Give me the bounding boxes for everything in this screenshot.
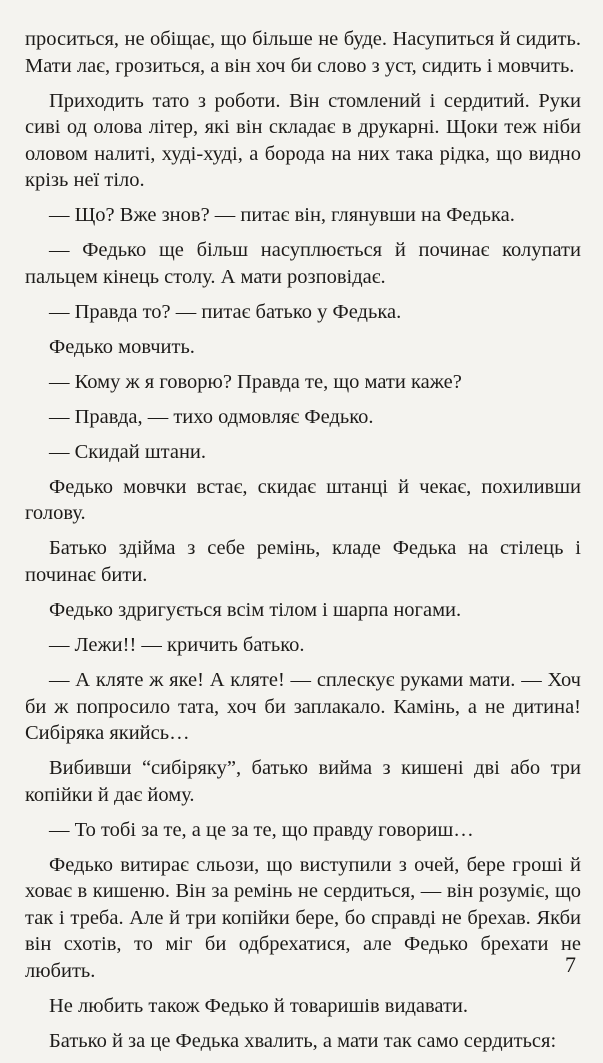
- paragraph: Батько й за це Федька хвалить, а мати так само сердиться:: [49, 1030, 557, 1053]
- paragraph: Федько мовчки встає, скидає штанці й чекає, похиливши голову.: [25, 475, 581, 525]
- paragraph: Батько здійма з себе ремінь, кладе Федька на стілець і починає бити.: [25, 537, 581, 586]
- page-number: 7: [565, 952, 576, 977]
- paragraph: Приходить тато з роботи. Він стомлений і сердитий. Руки сиві од олова літер, які він складає в друкарні. Щоки теж ніби оловом налиті, худі-худі, а борода на них така рідка, що видно крізь неї тіло.: [25, 89, 581, 192]
- paragraph: — Правда то? — питає батько у Федька.: [49, 300, 402, 323]
- paragraph: Не любить також Федько й товаришів видавати.: [49, 995, 469, 1018]
- paragraph: — Що? Вже знов? — питає він, глянувши на Федька.: [49, 204, 515, 227]
- paragraph: Федько мовчить.: [49, 335, 195, 358]
- page-text: [25, 26, 581, 1063]
- paragraph: Вибивши “сибіряку”, батько вийма з кишені дві або три копійки й дає йому.: [25, 757, 581, 806]
- paragraph: — Лежи!! — кричить батько.: [49, 633, 305, 656]
- paragraph: — Федько ще більш насуплюється й починає колупати пальцем кінець столу. А мати розповідає.: [25, 239, 581, 288]
- paragraph: Федько здригується всім тілом і шарпа ногами.: [49, 598, 462, 621]
- paragraph: Федько витирає сльози, що виступили з очей, бере гроші й ховає в кишеню. Він за ремінь не сердиться, — він розуміє, що так і треба. Але й три копійки бере, бо справді не брехав. Якби він схотів, то міг би одбрехатися, але Федько брехати не любить.: [25, 853, 581, 983]
- paragraph: — А кляте ж яке! А кляте! — сплескує руками мати. — Хоч би ж попросило тата, хоч би заплакало. Камінь, а не дитина! Сибіряка якийсь…: [25, 668, 581, 745]
- paragraph: — Скидай штани.: [49, 440, 207, 463]
- paragraph: — Правда, — тихо одмовляє Федько.: [49, 405, 374, 428]
- paragraph: — Кому ж я говорю? Правда те, що мати каже?: [49, 370, 462, 393]
- paragraph: — То тобі за те, а це за те, що правду говориш…: [49, 818, 474, 841]
- paragraph: проситься, не обіщає, що більше не буде. Насупиться й сидить. Мати лає, грозиться, а він хоч би слово з уст, сидить і мовчить.: [25, 28, 581, 77]
